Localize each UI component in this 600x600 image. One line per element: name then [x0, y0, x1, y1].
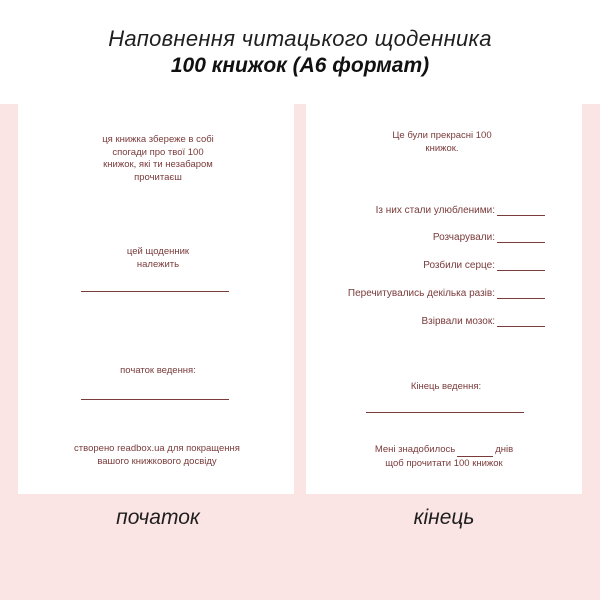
- start-line: [81, 399, 229, 400]
- caption-end: кінець: [413, 506, 475, 529]
- row-blank-line: [497, 205, 545, 216]
- row-label: Взірвали мозок:: [421, 316, 495, 327]
- right-page-preview: [306, 104, 582, 494]
- left-footer-text: створено readbox.ua для покращення вашого книжкового досвіду: [74, 443, 240, 467]
- days-needed-line: [346, 444, 542, 457]
- page-title: Наповнення читацького щоденника: [108, 26, 492, 51]
- row-label: Із них стали улюбленими:: [375, 205, 495, 216]
- start-label: початок ведення:: [120, 365, 196, 376]
- days-suffix: днів: [495, 444, 514, 455]
- owner-line: [81, 291, 229, 292]
- row-mindblown: [421, 316, 545, 327]
- row-label: Перечитувались декілька разів:: [347, 288, 495, 299]
- header: [0, 0, 600, 104]
- row-favorites: [376, 205, 545, 216]
- right-intro-text: Це були прекрасні 100 книжок.: [392, 130, 492, 154]
- left-page-preview: [18, 104, 294, 494]
- row-blank-line: [497, 232, 545, 243]
- row-disappointed: [433, 232, 545, 243]
- end-label: Кінець ведення:: [410, 381, 482, 392]
- page-subtitle: 100 книжок (А6 формат): [170, 54, 430, 77]
- row-heartbreak: [423, 260, 545, 271]
- caption-start: початок: [116, 506, 200, 529]
- row-blank-line: [497, 288, 545, 299]
- row-reread: [348, 288, 545, 299]
- row-label: Розчарували:: [432, 232, 495, 243]
- days-blank-line: [457, 446, 493, 457]
- days-needed-line2: щоб прочитати 100 книжок: [385, 458, 503, 469]
- owner-label: цей щоденник належить: [126, 246, 190, 270]
- row-blank-line: [497, 316, 545, 327]
- days-prefix: Мені знадобилось: [374, 444, 456, 455]
- end-line: [366, 412, 524, 413]
- row-blank-line: [497, 260, 545, 271]
- row-label: Розбили серце:: [423, 260, 495, 271]
- left-intro-text: ця книжка збереже в собі спогади про твої 100 книжок, які ти незабаром прочитаєш: [102, 134, 214, 183]
